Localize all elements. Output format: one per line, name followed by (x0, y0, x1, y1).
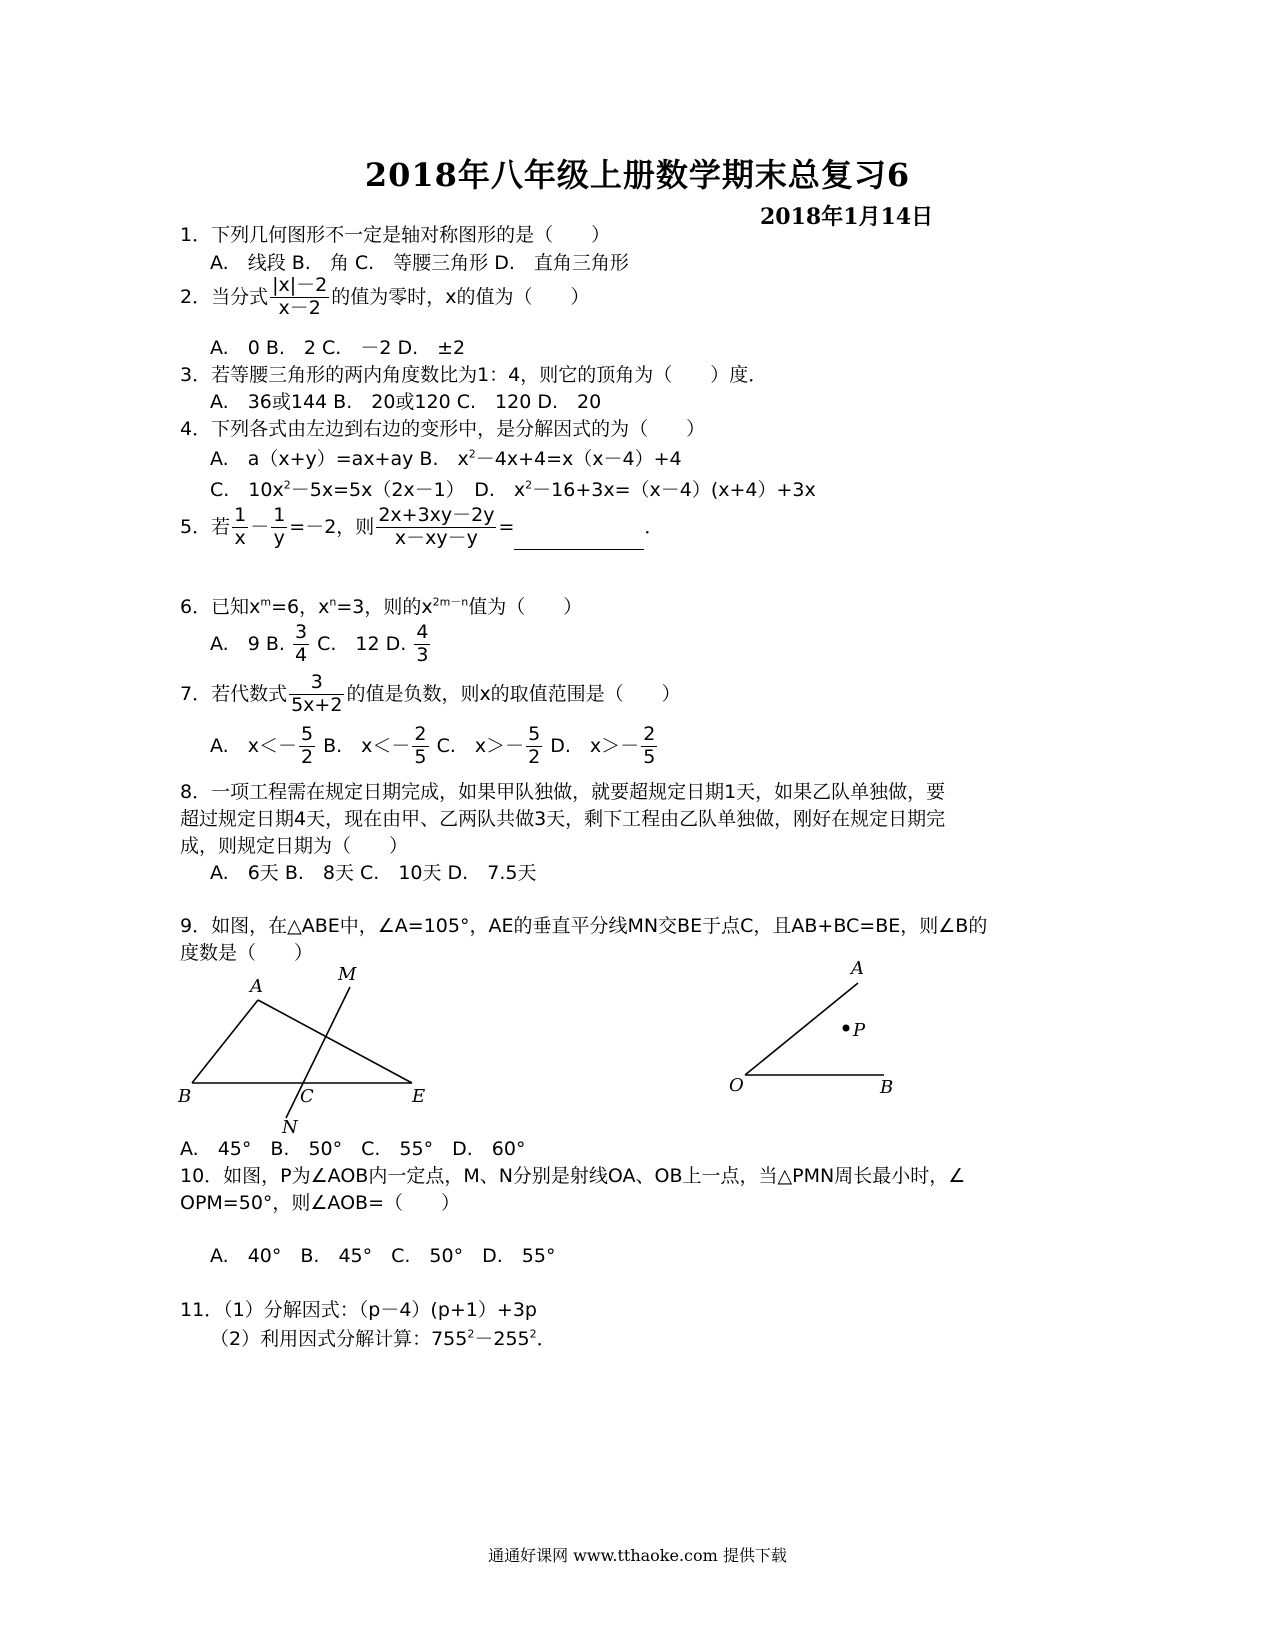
q5-minus: － (250, 515, 270, 538)
question-3-options: A. 36或144 B. 20或120 C. 120 D. 20 (210, 391, 602, 413)
q4-option-a: A. a（x+y）=ax+ay B. x (210, 448, 469, 470)
question-10-line-2: OPM=50°，则∠AOB=（ ） (180, 1192, 461, 1214)
page-title: 2018年八年级上册数学期末总复习6 (364, 156, 911, 194)
fig1-label-b: B (178, 1086, 192, 1107)
q4-option-d: －16+3x=（x－4）(x+4）+3x (532, 479, 816, 501)
q4-sup: 2 (525, 478, 533, 492)
q4-option-b: －4x+4=x（x－4）+4 (475, 448, 682, 470)
footer: 通通好课网 www.tthaoke.com 提供下载 (488, 1546, 787, 1565)
q5-eq: = (498, 515, 515, 538)
question-3: 3．若等腰三角形的两内角度数比为1：4，则它的顶角为（ ）度． (180, 364, 768, 386)
segment-ae (258, 1000, 412, 1083)
q11-part2-end: ． (536, 1328, 556, 1350)
question-8-options: A. 6天 B. 8天 C. 10天 D. 7.5天 (210, 862, 537, 884)
question-1-options: A. 线段 B. 角 C. 等腰三角形 D. 直角三角形 (210, 252, 629, 274)
q7-a-num: 5 (300, 723, 314, 745)
question-11-part-2 (210, 1326, 556, 1352)
question-8-line-3: 成，则规定日期为（ ） (180, 835, 409, 857)
q7-c-den: 2 (528, 745, 541, 768)
question-11-part-1: 11．（1）分解因式：（p－4）(p+1）+3p (180, 1299, 537, 1321)
q6-text: =6，x (271, 596, 330, 618)
q5-f3-num: 2x+3xy－2y (378, 504, 495, 526)
q7-suffix: 的值是负数，则x的取值范围是（ ） (346, 682, 681, 705)
q7-num: 3 (289, 672, 344, 695)
q2-suffix: 的值为零时，x的值为（ ） (331, 285, 590, 308)
q5-f1-den: x (234, 526, 246, 549)
q2-numerator: |x|－2 (272, 274, 328, 296)
fig1-label-e: E (412, 1086, 426, 1107)
q7-d-den: 5 (643, 745, 656, 768)
question-10-line-1: 10．如图，P为∠AOB内一定点，M、N分别是射线OA、OB上一点，当△PMN周长最小时，∠ (180, 1165, 966, 1187)
question-1: 1．下列几何图形不一定是轴对称图形的是（ ） (180, 224, 611, 246)
date: 2018年1月14日 (760, 204, 934, 230)
q6-text: =3，则的x (336, 596, 433, 618)
q6-d-num: 4 (416, 621, 429, 643)
fig2-label-o: O (729, 1075, 744, 1096)
line-mn (286, 987, 350, 1118)
q7-option-d: D. x＞－ (550, 734, 640, 757)
q5-prefix: 5．若 (180, 515, 231, 538)
q4-option-c2: －5x=5x（2x－1） D. x (290, 479, 526, 501)
q6-text: 6．已知x (180, 596, 261, 618)
question-9-line-1: 9．如图，在△ABE中，∠A=105°，AE的垂直平分线MN交BE于点C，且AB+BC=BE，则∠B的 (180, 915, 988, 937)
question-4: 4．下列各式由左边到右边的变形中，是分解因式的为（ ） (180, 418, 706, 440)
q6-option-cd: C. 12 D. (317, 632, 407, 655)
q2-prefix: 2．当分式 (180, 285, 269, 308)
q7-c-num: 5 (528, 723, 541, 745)
q7-d-num: 2 (643, 723, 656, 745)
question-2-options: A. 0 B. 2 C. －2 D. ±2 (210, 337, 466, 359)
q11-sup: 2 (529, 1327, 537, 1341)
q6-sup-2mn: 2m－n (432, 595, 469, 609)
q4-sup: 2 (283, 478, 291, 492)
fig1-label-a: A (250, 976, 263, 997)
fig2-label-p: P (853, 1020, 866, 1041)
q7-option-b: B. x＜－ (323, 734, 411, 757)
fig2-label-a: A (851, 958, 864, 979)
q6-option-ab: A. 9 B. (210, 632, 285, 655)
q6-d-den: 3 (416, 643, 429, 666)
fig1-label-m: M (338, 964, 357, 985)
q5-f2-den: y (273, 526, 285, 549)
segment-ab (192, 1000, 258, 1083)
question-9-options: A. 45° B. 50° C. 55° D. 60° (180, 1138, 526, 1160)
q6-text: 值为（ ） (468, 596, 583, 618)
q5-f2-num: 1 (273, 504, 286, 526)
question-8-line-1: 8．一项工程需在规定日期完成，如果甲队独做，就要超规定日期1天，如果乙队单独做，要 (180, 781, 946, 803)
point-p (843, 1025, 850, 1032)
q7-prefix: 7．若代数式 (180, 682, 288, 705)
q7-b-num: 2 (414, 723, 427, 745)
q7-den: 5x+2 (291, 693, 343, 716)
q11-part2-text: －255 (474, 1328, 530, 1350)
ray-oa (745, 983, 858, 1075)
fig1-label-n: N (282, 1117, 298, 1138)
q11-sup: 2 (467, 1327, 475, 1341)
q2-denominator: x－2 (278, 296, 321, 319)
q7-option-c: C. x＞－ (436, 734, 525, 757)
question-8-line-2: 超过规定日期4天，现在由甲、乙两队共做3天，剩下工程由乙队单独做，刚好在规定日期完 (180, 808, 946, 830)
q5-mid: =－2，则 (289, 515, 375, 538)
q11-part2-text: （2）利用因式分解计算：755 (210, 1328, 468, 1350)
q5-f3-den: x－xy－y (394, 526, 478, 549)
q4-option-c: C. 10x (210, 479, 284, 501)
q6-sup-n: n (329, 595, 337, 609)
q7-b-den: 5 (414, 745, 427, 768)
fig2-label-b: B (880, 1077, 894, 1098)
question-10-options: A. 40° B. 45° C. 50° D. 55° (210, 1245, 556, 1267)
q7-option-a: A. x＜－ (210, 734, 297, 757)
q6-sup-m: m (260, 595, 272, 609)
q5-f1-num: 1 (234, 504, 247, 526)
q4-sup: 2 (468, 447, 476, 461)
question-9-line-2: 度数是（ ） (180, 942, 314, 964)
q6-b-den: 4 (294, 643, 308, 666)
q7-a-den: 2 (300, 745, 314, 768)
q5-end: ． (644, 515, 664, 538)
q6-b-num: 3 (294, 621, 308, 643)
fig1-label-c: C (300, 1086, 314, 1107)
